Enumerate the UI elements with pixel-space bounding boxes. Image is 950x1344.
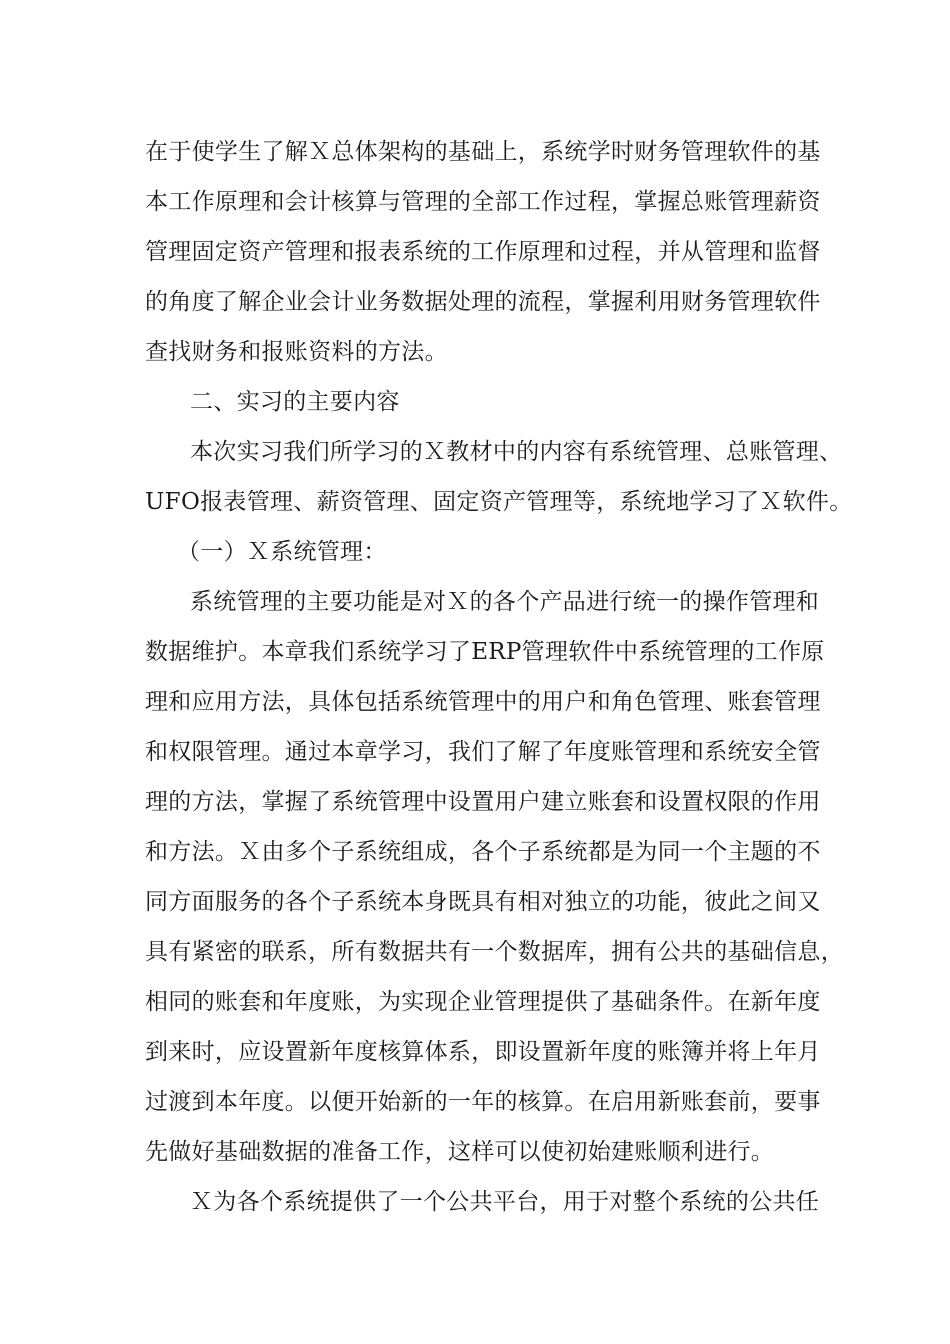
text-line: 和方法。Ｘ由多个子系统组成，各个子系统都是为同一个主题的不: [145, 839, 821, 865]
section-heading: 二、实习的主要内容: [190, 389, 400, 415]
text-line: 管理固定资产管理和报表系统的工作原理和过程，并从管理和监督: [145, 239, 821, 265]
text-line: 相同的账套和年度账，为实现企业管理提供了基础条件。在新年度: [145, 989, 821, 1015]
text-line: 先做好基础数据的准备工作，这样可以使初始建账顺利进行。: [145, 1139, 775, 1165]
text-line: 和权限管理。通过本章学习，我们了解了年度账管理和系统安全管: [145, 739, 821, 765]
text-line: 同方面服务的各个子系统本身既具有相对独立的功能，彼此之间又: [145, 889, 821, 915]
subsection-heading: （一）Ｘ系统管理：: [177, 539, 387, 565]
text-line: 到来时，应设置新年度核算体系，即设置新年度的账簿并将上年月: [145, 1039, 821, 1065]
text-line: 理和应用方法，具体包括系统管理中的用户和角色管理、账套管理: [145, 689, 821, 715]
text-line: 理的方法，掌握了系统管理中设置用户建立账套和设置权限的作用: [145, 789, 821, 815]
text-line: 本次实习我们所学习的Ｘ教材中的内容有系统管理、总账管理、: [190, 439, 843, 465]
text-line: Ｘ为各个系统提供了一个公共平台，用于对整个系统的公共任: [190, 1189, 820, 1215]
text-line: 查找财务和报账资料的方法。: [145, 339, 448, 365]
text-line: 具有紧密的联系，所有数据共有一个数据库，拥有公共的基础信息，: [145, 939, 844, 965]
text-line: 系统管理的主要功能是对Ｘ的各个产品进行统一的操作管理和: [190, 589, 820, 615]
text-line: 过渡到本年度。以便开始新的一年的核算。在启用新账套前，要事: [145, 1089, 821, 1115]
text-line: 数据维护。本章我们系统学习了ERP管理软件中系统管理的工作原: [145, 639, 825, 665]
text-line: 在于使学生了解Ｘ总体架构的基础上，系统学时财务管理软件的基: [145, 139, 821, 165]
text-line: 的角度了解企业会计业务数据处理的流程，掌握利用财务管理软件: [145, 289, 821, 315]
text-line: UFO报表管理、薪资管理、固定资产管理等，系统地学习了Ｘ软件。: [145, 489, 853, 515]
text-line: 本工作原理和会计核算与管理的全部工作过程，掌握总账管理薪资: [145, 189, 821, 215]
